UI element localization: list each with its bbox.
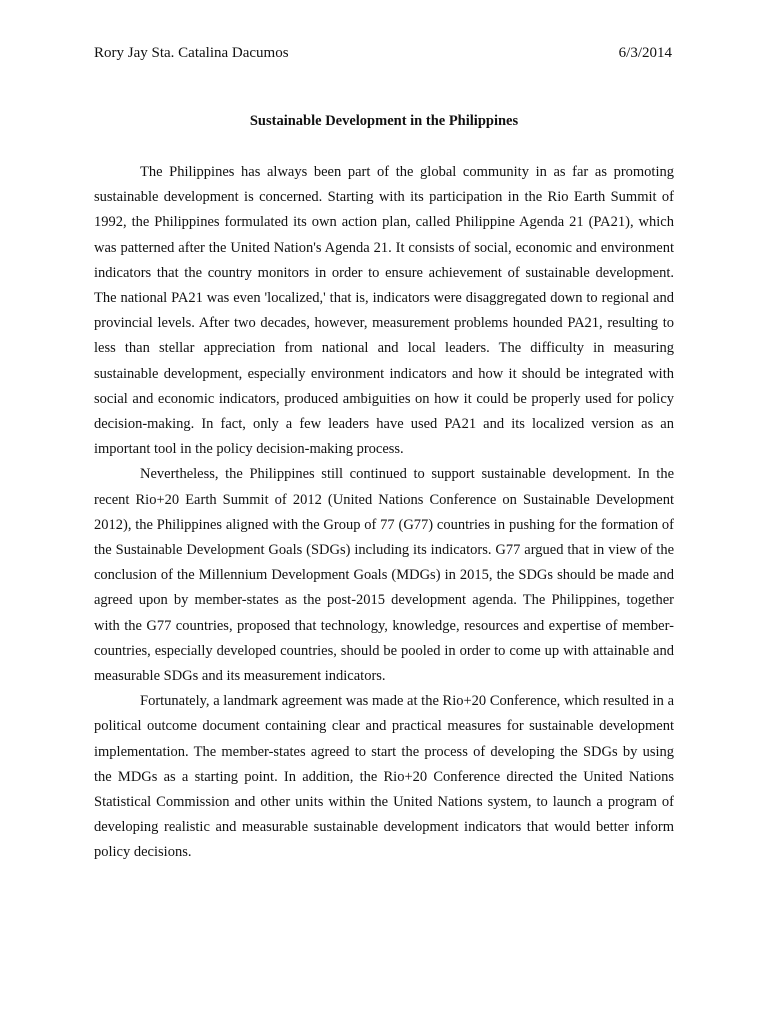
document-body [94,160,674,866]
paragraph-1: The Philippines has always been part of the global community in as far as promoting sustainable development is concerned. Starting with its participation in the Rio Earth Summit of 1992, the Philippines formulated its own action plan, called Philippine Agenda 21 (PA21), which was patterned after the United Nation's Agenda 21. It consists of social, economic and environment indicators that the country monitors in order to ensure achievement of sustainable development. The national PA21 was even 'localized,' that is, indicators were disaggregated down to regional and provincial levels. After two decades, however, measurement problems hounded PA21, resulting to less than stellar appreciation from national and local leaders. The difficulty in measuring sustainable development, especially environment indicators and how it should be integrated with social and economic indicators, produced ambiguities on how it could be properly used for policy decision-making. In fact, only a few leaders have used PA21 and its localized version as an important tool in the policy decision-making process. [94,164,674,458]
header-author: Rory Jay Sta. Catalina Dacumos [94,45,289,61]
header-date: 6/3/2014 [618,45,672,61]
page-header [94,43,672,63]
paragraph-2: Nevertheless, the Philippines still continued to support sustainable development. In the recent Rio+20 Earth Summit of 2012 (United Nations Conference on Sustainable Development 2012), the Philippines aligned with the Group of 77 (G77) countries in pushing for the formation of the Sustainable Development Goals (SDGs) including its indicators. G77 argued that in view of the conclusion of the Millennium Development Goals (MDGs) in 2015, the SDGs should be made and agreed upon by member-states as the post-2015 development agenda. The Philippines, together with the G77 countries, proposed that technology, knowledge, resources and expertise of member-countries, especially developed countries, should be pooled in order to come up with attainable and measurable SDGs and its measurement indicators. [94,466,674,685]
paragraph-3: Fortunately, a landmark agreement was made at the Rio+20 Conference, which resulted in a political outcome document containing clear and practical measures for sustainable development implementation. The member-states agreed to start the process of developing the SDGs by using the MDGs as a starting point. In addition, the Rio+20 Conference directed the United Nations Statistical Commission and other units within the United Nations system, to launch a program of developing realistic and measurable sustainable development indicators that would better inform policy decisions. [94,693,674,861]
document-title: Sustainable Development in the Philippines [249,113,519,129]
